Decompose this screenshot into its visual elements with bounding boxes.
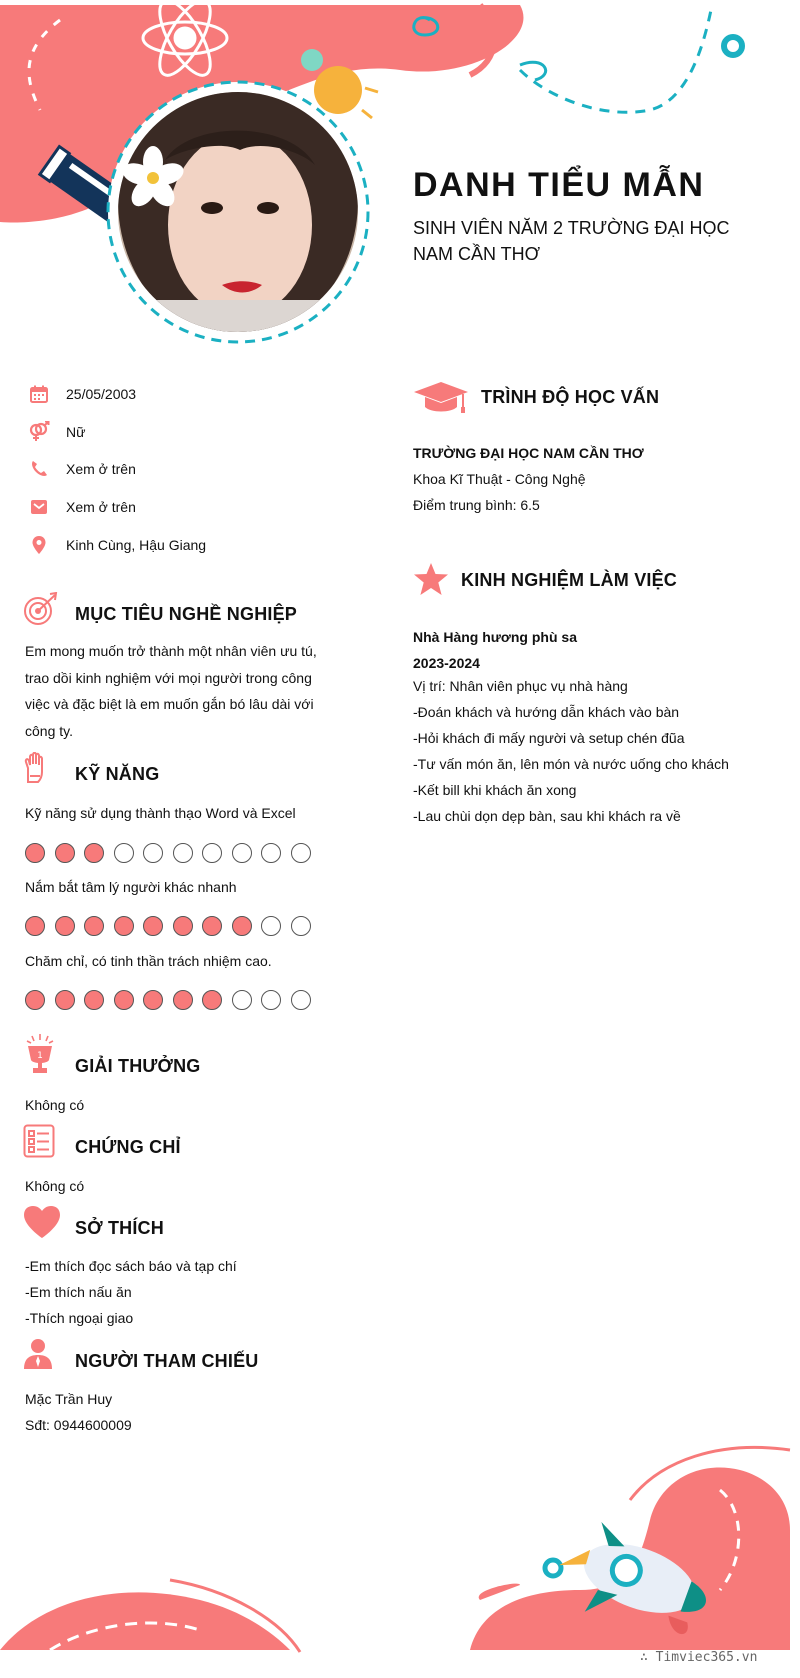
rating-dot-empty <box>202 843 222 863</box>
profile-name: DANH TIỂU MẪN <box>413 166 705 204</box>
rating-dot-filled <box>25 990 45 1010</box>
rating-dot-empty <box>261 990 281 1010</box>
references-title: NGƯỜI THAM CHIẾU <box>75 1351 259 1371</box>
experience-line: Vị trí: Nhân viên phục vụ nhà hàng <box>413 678 628 694</box>
info-gender <box>28 420 85 444</box>
education-title: TRÌNH ĐỘ HỌC VẤN <box>481 387 660 407</box>
experience-line: -Đoán khách và hướng dẫn khách vào bàn <box>413 704 680 720</box>
rating-dot-filled <box>84 916 104 936</box>
skill-rating <box>25 916 320 936</box>
graduation-cap-icon <box>413 380 469 421</box>
rating-dot-filled <box>25 916 45 936</box>
rating-dot-empty <box>143 843 163 863</box>
experience-title: KINH NGHIỆM LÀM VIỆC <box>461 570 678 590</box>
gender-icon <box>28 421 50 443</box>
svg-text:1: 1 <box>37 1051 43 1061</box>
rating-dot-filled <box>202 990 222 1010</box>
experience-line: -Kết bill khi khách ăn xong <box>413 782 577 798</box>
rating-dot-empty <box>291 990 311 1010</box>
rating-dot-empty <box>291 916 311 936</box>
education-gpa: Điểm trung bình: 6.5 <box>413 497 540 513</box>
experience-company: Nhà Hàng hương phù sa <box>413 629 577 645</box>
target-icon <box>23 592 59 631</box>
calendar-icon <box>28 383 50 405</box>
rating-dot-filled <box>84 990 104 1010</box>
info-email[interactable] <box>28 495 136 519</box>
reference-line: Sđt: 0944600009 <box>25 1417 132 1433</box>
skill-name: Chăm chỉ, có tinh thần trách nhiệm cao. <box>25 953 272 969</box>
education-faculty: Khoa Kĩ Thuật - Công Nghệ <box>413 471 586 487</box>
rating-dot-empty <box>232 843 252 863</box>
trophy-icon <box>23 1032 57 1081</box>
skill-name: Nắm bắt tâm lý người khác nhanh <box>25 879 237 895</box>
rating-dot-filled <box>232 916 252 936</box>
rating-dot-filled <box>173 990 193 1010</box>
experience-line: -Lau chùi dọn dẹp bàn, sau khi khách ra về <box>413 808 681 824</box>
rating-dot-filled <box>114 916 134 936</box>
hobby-item: -Em thích nấu ăn <box>25 1284 132 1300</box>
info-text: Xem ở trên <box>66 499 136 515</box>
info-birthdate <box>28 382 136 406</box>
info-text: Kinh Cùng, Hậu Giang <box>66 537 207 553</box>
experience-period: 2023-2024 <box>413 655 480 671</box>
certificates-title: CHỨNG CHỈ <box>75 1137 181 1157</box>
info-location <box>28 533 206 557</box>
rating-dot-filled <box>114 990 134 1010</box>
rating-dot-empty <box>291 843 311 863</box>
rating-dot-empty <box>261 916 281 936</box>
rating-dot-filled <box>143 916 163 936</box>
skill-name: Kỹ năng sử dụng thành thạo Word và Excel <box>25 805 296 821</box>
hobby-item: -Thích ngoại giao <box>25 1310 134 1326</box>
star-icon <box>413 562 449 601</box>
heart-icon <box>23 1205 61 1244</box>
hand-icon <box>23 752 49 789</box>
location-icon <box>28 534 50 556</box>
hobbies-title: SỞ THÍCH <box>75 1218 164 1238</box>
rating-dot-empty <box>261 843 281 863</box>
experience-line: -Hỏi khách đi mấy người và setup chén đũa <box>413 730 685 746</box>
info-text: Nữ <box>66 424 86 440</box>
checklist-icon <box>23 1124 55 1163</box>
phone-icon <box>28 458 50 480</box>
rating-dot-empty <box>173 843 193 863</box>
rating-dot-empty <box>232 990 252 1010</box>
objective-text: Em mong muốn trở thành một nhân viên ưu tú, trao dồi kinh nghiệm với mọi người trong công việc và đặc biệt là em muốn gắn bó lâu dài với công ty. <box>25 643 317 739</box>
info-text: 25/05/2003 <box>66 386 137 402</box>
person-icon <box>23 1338 53 1375</box>
certificates-text: Không có <box>25 1178 85 1194</box>
profile-subtitle: SINH VIÊN NĂM 2 TRƯỜNG ĐẠI HỌC NAM CẦN THƠ <box>413 218 730 264</box>
awards-text: Không có <box>25 1097 85 1113</box>
rating-dot-filled <box>55 916 75 936</box>
skill-rating <box>25 990 320 1010</box>
rating-dot-filled <box>55 990 75 1010</box>
hobby-item: -Em thích đọc sách báo và tạp chí <box>25 1258 237 1274</box>
awards-title: GIẢI THƯỞNG <box>75 1056 201 1076</box>
rating-dot-filled <box>143 990 163 1010</box>
skills-title: KỸ NĂNG <box>75 764 160 784</box>
rating-dot-empty <box>114 843 134 863</box>
rating-dot-filled <box>202 916 222 936</box>
watermark: ∴ Timviec365.vn <box>640 1650 758 1665</box>
objective-title: MỤC TIÊU NGHỀ NGHIỆP <box>75 604 298 624</box>
email-icon <box>28 496 50 518</box>
info-phone[interactable] <box>28 457 136 481</box>
rating-dot-filled <box>84 843 104 863</box>
rating-dot-filled <box>55 843 75 863</box>
skill-rating <box>25 843 320 863</box>
reference-line: Mặc Trần Huy <box>25 1391 113 1407</box>
rating-dot-filled <box>173 916 193 936</box>
education-school: TRƯỜNG ĐẠI HỌC NAM CẦN THƠ <box>413 445 644 461</box>
experience-line: -Tư vấn món ăn, lên món và nước uống cho khách <box>413 756 729 772</box>
info-text: Xem ở trên <box>66 461 136 477</box>
rating-dot-filled <box>25 843 45 863</box>
